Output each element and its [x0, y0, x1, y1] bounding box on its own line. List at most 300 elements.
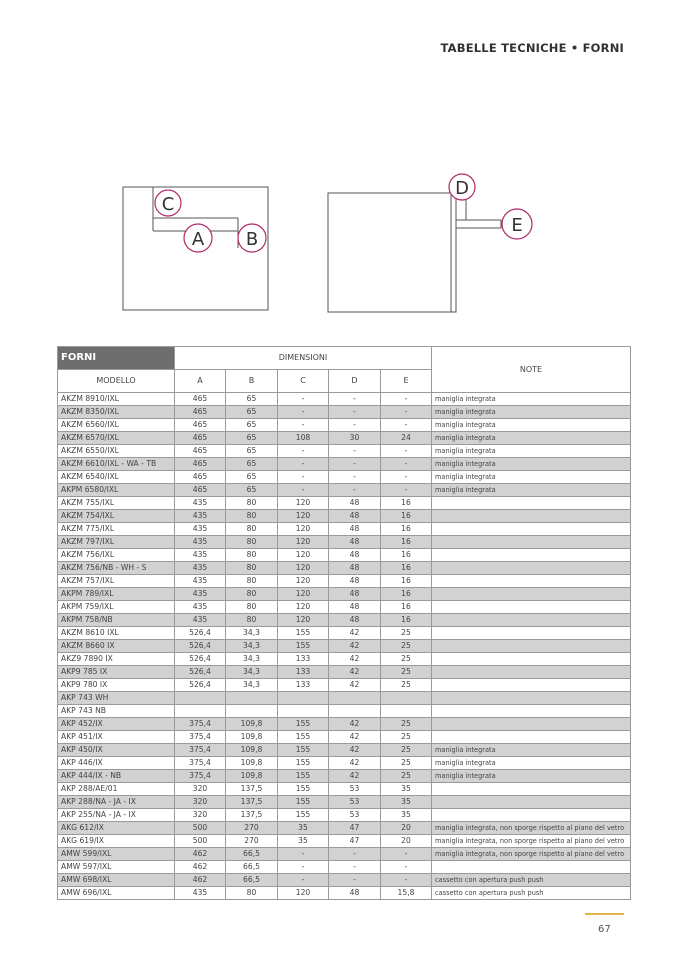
dim-a-cell: 435 — [175, 510, 226, 523]
dim-d-cell: 48 — [329, 588, 381, 601]
note-header: NOTE — [432, 347, 631, 393]
dim-d-cell: - — [329, 484, 381, 497]
dim-b-cell: 34,3 — [226, 627, 278, 640]
note-cell: maniglia integrata — [432, 757, 631, 770]
dim-a-cell: 526,4 — [175, 679, 226, 692]
dim-a-cell: 500 — [175, 835, 226, 848]
note-cell — [432, 692, 631, 705]
note-cell — [432, 653, 631, 666]
table-row — [58, 497, 631, 510]
dim-b-cell: 34,3 — [226, 679, 278, 692]
dim-d-cell: 48 — [329, 523, 381, 536]
model-cell: AMW 597/IXL — [58, 861, 175, 874]
note-cell — [432, 510, 631, 523]
note-cell — [432, 549, 631, 562]
dim-d-cell: 42 — [329, 679, 381, 692]
note-cell — [432, 718, 631, 731]
dim-a-cell: 526,4 — [175, 653, 226, 666]
dim-b-cell: 109,8 — [226, 731, 278, 744]
dim-c-cell: 155 — [278, 640, 329, 653]
model-cell: AKG 619/IX — [58, 835, 175, 848]
dim-a-cell: 462 — [175, 848, 226, 861]
table-row — [58, 471, 631, 484]
model-cell: AKZM 755/IXL — [58, 497, 175, 510]
dim-c-cell: 120 — [278, 549, 329, 562]
dim-d-cell: 42 — [329, 744, 381, 757]
table-row — [58, 484, 631, 497]
dim-b-cell: 65 — [226, 484, 278, 497]
dim-e-cell — [381, 692, 432, 705]
model-cell: AKP 452/IX — [58, 718, 175, 731]
dim-c-cell: - — [278, 874, 329, 887]
dim-a-cell — [175, 692, 226, 705]
dim-c-cell: 120 — [278, 887, 329, 900]
dim-e-cell: 16 — [381, 614, 432, 627]
dim-e-cell: 25 — [381, 731, 432, 744]
dim-d-cell: 48 — [329, 549, 381, 562]
column-header-d: D — [329, 370, 381, 393]
table-row — [58, 419, 631, 432]
note-cell: cassetto con apertura push push — [432, 887, 631, 900]
dim-d-cell: - — [329, 406, 381, 419]
dim-c-cell: 155 — [278, 770, 329, 783]
dim-c-cell: - — [278, 445, 329, 458]
dim-a-cell: 526,4 — [175, 666, 226, 679]
dim-c-cell: 155 — [278, 757, 329, 770]
dim-c-cell: 133 — [278, 653, 329, 666]
dim-c-cell: - — [278, 419, 329, 432]
dim-e-cell: 25 — [381, 744, 432, 757]
model-cell: AKP 743 NB — [58, 705, 175, 718]
table-row — [58, 809, 631, 822]
dim-d-cell: 47 — [329, 822, 381, 835]
dim-b-cell: 65 — [226, 458, 278, 471]
dim-c-cell: 155 — [278, 718, 329, 731]
dim-b-cell: 270 — [226, 835, 278, 848]
dim-c-cell: 35 — [278, 822, 329, 835]
dim-b-cell: 80 — [226, 510, 278, 523]
table-row — [58, 757, 631, 770]
label-c — [155, 190, 181, 216]
dim-c-cell: 120 — [278, 588, 329, 601]
model-cell: AKZM 756/NB - WH - S — [58, 562, 175, 575]
model-cell: AKPM 759/IXL — [58, 601, 175, 614]
dim-c-cell: 120 — [278, 601, 329, 614]
note-cell: maniglia integrata — [432, 744, 631, 757]
note-cell — [432, 796, 631, 809]
oven-side-view — [328, 193, 451, 312]
table-row — [58, 432, 631, 445]
table-row — [58, 588, 631, 601]
dim-d-cell: 48 — [329, 575, 381, 588]
ovens-spec-table — [57, 346, 631, 900]
dim-c-cell: 155 — [278, 796, 329, 809]
note-cell — [432, 523, 631, 536]
model-cell: AKZM 6540/IXL — [58, 471, 175, 484]
table-row — [58, 861, 631, 874]
footer-accent-line — [585, 913, 624, 915]
table-row — [58, 510, 631, 523]
dim-c-cell: 133 — [278, 679, 329, 692]
dim-a-cell: 320 — [175, 809, 226, 822]
dim-b-cell — [226, 692, 278, 705]
dim-c-cell — [278, 705, 329, 718]
dim-a-cell: 462 — [175, 874, 226, 887]
dim-b-cell: 137,5 — [226, 809, 278, 822]
model-cell: AKZM 775/IXL — [58, 523, 175, 536]
model-cell: AKZM 8610 IXL — [58, 627, 175, 640]
dim-a-cell: 435 — [175, 887, 226, 900]
table-row — [58, 536, 631, 549]
table-row — [58, 601, 631, 614]
dim-b-cell: 109,8 — [226, 757, 278, 770]
label-a — [184, 224, 212, 252]
table-row — [58, 640, 631, 653]
table-row — [58, 705, 631, 718]
dim-c-cell: 155 — [278, 744, 329, 757]
dim-a-cell: 375,4 — [175, 744, 226, 757]
dim-d-cell: - — [329, 419, 381, 432]
dim-e-cell: 25 — [381, 757, 432, 770]
table-row — [58, 549, 631, 562]
dim-b-cell: 65 — [226, 432, 278, 445]
dim-d-cell: 42 — [329, 640, 381, 653]
table-row — [58, 653, 631, 666]
dimension-diagram — [0, 0, 686, 340]
dim-c-cell: 35 — [278, 835, 329, 848]
table-row — [58, 835, 631, 848]
model-cell: AKP 451/IX — [58, 731, 175, 744]
note-cell: maniglia integrata — [432, 419, 631, 432]
oven-handle — [456, 220, 501, 228]
dim-d-cell — [329, 692, 381, 705]
dim-d-cell: 42 — [329, 718, 381, 731]
dim-c-cell: - — [278, 848, 329, 861]
dim-c-cell: 120 — [278, 536, 329, 549]
dim-d-cell: 42 — [329, 666, 381, 679]
dim-e-cell: 24 — [381, 432, 432, 445]
note-cell — [432, 614, 631, 627]
dim-d-cell: - — [329, 445, 381, 458]
dim-e-cell: 16 — [381, 549, 432, 562]
dim-e-cell: 25 — [381, 653, 432, 666]
dim-b-cell: 80 — [226, 588, 278, 601]
dim-b-cell: 109,8 — [226, 718, 278, 731]
label-e — [502, 209, 532, 239]
dim-b-cell: 137,5 — [226, 783, 278, 796]
model-cell: AKZM 754/IXL — [58, 510, 175, 523]
dim-a-cell: 435 — [175, 588, 226, 601]
table-row — [58, 523, 631, 536]
model-cell: AKPM 758/NB — [58, 614, 175, 627]
note-cell — [432, 575, 631, 588]
dim-b-cell: 65 — [226, 406, 278, 419]
dim-c-cell: - — [278, 861, 329, 874]
dim-d-cell: - — [329, 874, 381, 887]
note-cell — [432, 627, 631, 640]
dim-b-cell: 65 — [226, 419, 278, 432]
dim-e-cell: 25 — [381, 666, 432, 679]
page-header-title: TABELLE TECNICHE • FORNI — [440, 41, 624, 55]
dim-e-cell: - — [381, 458, 432, 471]
dim-a-cell — [175, 705, 226, 718]
dim-d-cell: 48 — [329, 510, 381, 523]
note-cell: maniglia integrata — [432, 445, 631, 458]
dim-a-cell: 375,4 — [175, 770, 226, 783]
dim-b-cell: 80 — [226, 614, 278, 627]
dim-d-cell: 42 — [329, 653, 381, 666]
dim-c-cell: - — [278, 471, 329, 484]
dim-b-cell: 65 — [226, 445, 278, 458]
note-cell: maniglia integrata — [432, 393, 631, 406]
model-cell: AKZM 6550/IXL — [58, 445, 175, 458]
table-row — [58, 718, 631, 731]
dim-c-cell: 108 — [278, 432, 329, 445]
dim-e-cell: 25 — [381, 718, 432, 731]
table-row — [58, 796, 631, 809]
dim-e-cell: 20 — [381, 822, 432, 835]
column-header-a: A — [175, 370, 226, 393]
table-row — [58, 406, 631, 419]
dim-d-cell: 48 — [329, 601, 381, 614]
section-title: FORNI — [58, 347, 175, 370]
dim-c-cell: 155 — [278, 627, 329, 640]
note-cell — [432, 536, 631, 549]
dim-e-cell: - — [381, 393, 432, 406]
dim-b-cell: 137,5 — [226, 796, 278, 809]
table-row — [58, 744, 631, 757]
dim-e-cell: 16 — [381, 536, 432, 549]
note-cell — [432, 679, 631, 692]
dim-b-cell: 65 — [226, 393, 278, 406]
table-row — [58, 393, 631, 406]
dim-d-cell: 48 — [329, 562, 381, 575]
dim-a-cell: 320 — [175, 796, 226, 809]
dim-d-cell: 42 — [329, 731, 381, 744]
dim-a-cell: 375,4 — [175, 731, 226, 744]
note-cell — [432, 705, 631, 718]
model-cell: AKZM 6610/IXL - WA - TB — [58, 458, 175, 471]
table-row — [58, 731, 631, 744]
dim-c-cell: 155 — [278, 809, 329, 822]
dim-d-cell: - — [329, 471, 381, 484]
dim-e-cell: - — [381, 406, 432, 419]
dim-b-cell — [226, 705, 278, 718]
note-cell — [432, 861, 631, 874]
dim-b-cell: 66,5 — [226, 861, 278, 874]
dim-d-cell: - — [329, 861, 381, 874]
model-cell: AKG 612/IX — [58, 822, 175, 835]
dim-e-cell: 16 — [381, 575, 432, 588]
table-row — [58, 575, 631, 588]
dim-c-cell: - — [278, 393, 329, 406]
dim-b-cell: 80 — [226, 575, 278, 588]
model-cell: AKZ9 7890 IX — [58, 653, 175, 666]
svg-text:D: D — [455, 178, 469, 199]
dim-c-cell: - — [278, 484, 329, 497]
dim-e-cell: - — [381, 484, 432, 497]
model-cell: AKPM 6580/IXL — [58, 484, 175, 497]
dim-b-cell: 65 — [226, 471, 278, 484]
dim-e-cell: 16 — [381, 588, 432, 601]
table-row — [58, 627, 631, 640]
dim-e-cell: 25 — [381, 770, 432, 783]
note-cell: maniglia integrata — [432, 770, 631, 783]
note-cell — [432, 666, 631, 679]
note-cell — [432, 562, 631, 575]
dim-a-cell: 320 — [175, 783, 226, 796]
dim-a-cell: 435 — [175, 536, 226, 549]
model-cell: AKP 288/AE/01 — [58, 783, 175, 796]
dim-b-cell: 66,5 — [226, 848, 278, 861]
dim-e-cell: 16 — [381, 497, 432, 510]
svg-text:B: B — [245, 229, 259, 250]
dim-e-cell: - — [381, 874, 432, 887]
dim-e-cell: 35 — [381, 796, 432, 809]
dimensions-header: DIMENSIONI — [175, 347, 432, 370]
dim-b-cell: 80 — [226, 523, 278, 536]
dim-e-cell: 16 — [381, 601, 432, 614]
note-cell: maniglia integrata, non sporge rispetto al piano del vetro — [432, 822, 631, 835]
note-cell — [432, 783, 631, 796]
dim-d-cell: 42 — [329, 627, 381, 640]
dim-a-cell: 435 — [175, 497, 226, 510]
table-row — [58, 822, 631, 835]
dim-d-cell: 30 — [329, 432, 381, 445]
table-row — [58, 614, 631, 627]
dim-d-cell: 48 — [329, 536, 381, 549]
dim-a-cell: 375,4 — [175, 718, 226, 731]
model-cell: AKP9 780 IX — [58, 679, 175, 692]
note-cell — [432, 497, 631, 510]
table-row — [58, 874, 631, 887]
dim-a-cell: 375,4 — [175, 757, 226, 770]
note-cell: maniglia integrata — [432, 432, 631, 445]
dim-e-cell: 16 — [381, 510, 432, 523]
dim-e-cell: 15,8 — [381, 887, 432, 900]
dim-b-cell: 34,3 — [226, 640, 278, 653]
model-cell: AKZM 6570/IXL — [58, 432, 175, 445]
dim-e-cell: 16 — [381, 562, 432, 575]
dim-d-cell: - — [329, 458, 381, 471]
model-cell: AKZM 6560/IXL — [58, 419, 175, 432]
dim-d-cell: 42 — [329, 770, 381, 783]
model-cell: AKZM 8350/IXL — [58, 406, 175, 419]
table-row — [58, 679, 631, 692]
note-cell: maniglia integrata — [432, 484, 631, 497]
dim-c-cell: 155 — [278, 783, 329, 796]
model-cell: AKZM 797/IXL — [58, 536, 175, 549]
model-cell: AKP 743 WH — [58, 692, 175, 705]
dim-b-cell: 109,8 — [226, 770, 278, 783]
dim-a-cell: 435 — [175, 549, 226, 562]
model-cell: AKP9 785 IX — [58, 666, 175, 679]
dim-a-cell: 435 — [175, 614, 226, 627]
model-cell: AKZM 756/IXL — [58, 549, 175, 562]
svg-text:E: E — [511, 215, 523, 236]
dim-b-cell: 80 — [226, 497, 278, 510]
dim-e-cell: 35 — [381, 809, 432, 822]
dim-b-cell: 66,5 — [226, 874, 278, 887]
dim-e-cell: - — [381, 471, 432, 484]
column-header-b: B — [226, 370, 278, 393]
dim-b-cell: 34,3 — [226, 653, 278, 666]
table-row — [58, 562, 631, 575]
model-cell: AMW 698/IXL — [58, 874, 175, 887]
table-row — [58, 666, 631, 679]
svg-text:C: C — [161, 194, 175, 215]
note-cell: maniglia integrata — [432, 458, 631, 471]
table-row — [58, 458, 631, 471]
column-header-e: E — [381, 370, 432, 393]
dim-d-cell: - — [329, 848, 381, 861]
oven-door-panel — [451, 185, 456, 312]
model-cell: AKPM 789/IXL — [58, 588, 175, 601]
dim-d-cell: 53 — [329, 796, 381, 809]
note-cell: cassetto con apertura push push — [432, 874, 631, 887]
dim-c-cell: 120 — [278, 614, 329, 627]
note-cell — [432, 809, 631, 822]
dim-a-cell: 465 — [175, 393, 226, 406]
dim-b-cell: 80 — [226, 549, 278, 562]
dim-e-cell: 25 — [381, 679, 432, 692]
dim-e-cell: - — [381, 861, 432, 874]
dim-a-cell: 435 — [175, 575, 226, 588]
dim-a-cell: 465 — [175, 484, 226, 497]
dim-e-cell: 20 — [381, 835, 432, 848]
dim-e-cell: - — [381, 419, 432, 432]
dim-c-cell: - — [278, 458, 329, 471]
model-cell: AKP 446/IX — [58, 757, 175, 770]
model-cell: AKP 255/NA - JA - IX — [58, 809, 175, 822]
dim-b-cell: 80 — [226, 601, 278, 614]
model-cell: AMW 599/IXL — [58, 848, 175, 861]
dim-a-cell: 435 — [175, 562, 226, 575]
svg-text:A: A — [191, 229, 205, 250]
note-cell — [432, 640, 631, 653]
table-row — [58, 692, 631, 705]
dim-c-cell: 120 — [278, 510, 329, 523]
dim-b-cell: 270 — [226, 822, 278, 835]
dim-a-cell: 465 — [175, 458, 226, 471]
dim-d-cell: 48 — [329, 614, 381, 627]
dim-e-cell: 35 — [381, 783, 432, 796]
dim-c-cell — [278, 692, 329, 705]
dim-b-cell: 34,3 — [226, 666, 278, 679]
dim-a-cell: 526,4 — [175, 627, 226, 640]
label-d — [449, 174, 475, 200]
dim-b-cell: 80 — [226, 536, 278, 549]
note-cell: maniglia integrata, non sporge rispetto al piano del vetro — [432, 835, 631, 848]
dim-e-cell — [381, 705, 432, 718]
model-cell: AKZM 8910/IXL — [58, 393, 175, 406]
dim-b-cell: 80 — [226, 562, 278, 575]
table-row — [58, 770, 631, 783]
note-cell: maniglia integrata — [432, 406, 631, 419]
table-row — [58, 887, 631, 900]
dim-a-cell: 465 — [175, 419, 226, 432]
label-b — [238, 224, 266, 252]
dim-c-cell: 120 — [278, 497, 329, 510]
note-cell: maniglia integrata, non sporge rispetto al piano del vetro — [432, 848, 631, 861]
dim-c-cell: 120 — [278, 562, 329, 575]
note-cell — [432, 731, 631, 744]
table-row — [58, 445, 631, 458]
dim-d-cell — [329, 705, 381, 718]
dim-d-cell: 48 — [329, 887, 381, 900]
table-row — [58, 848, 631, 861]
note-cell: maniglia integrata — [432, 471, 631, 484]
